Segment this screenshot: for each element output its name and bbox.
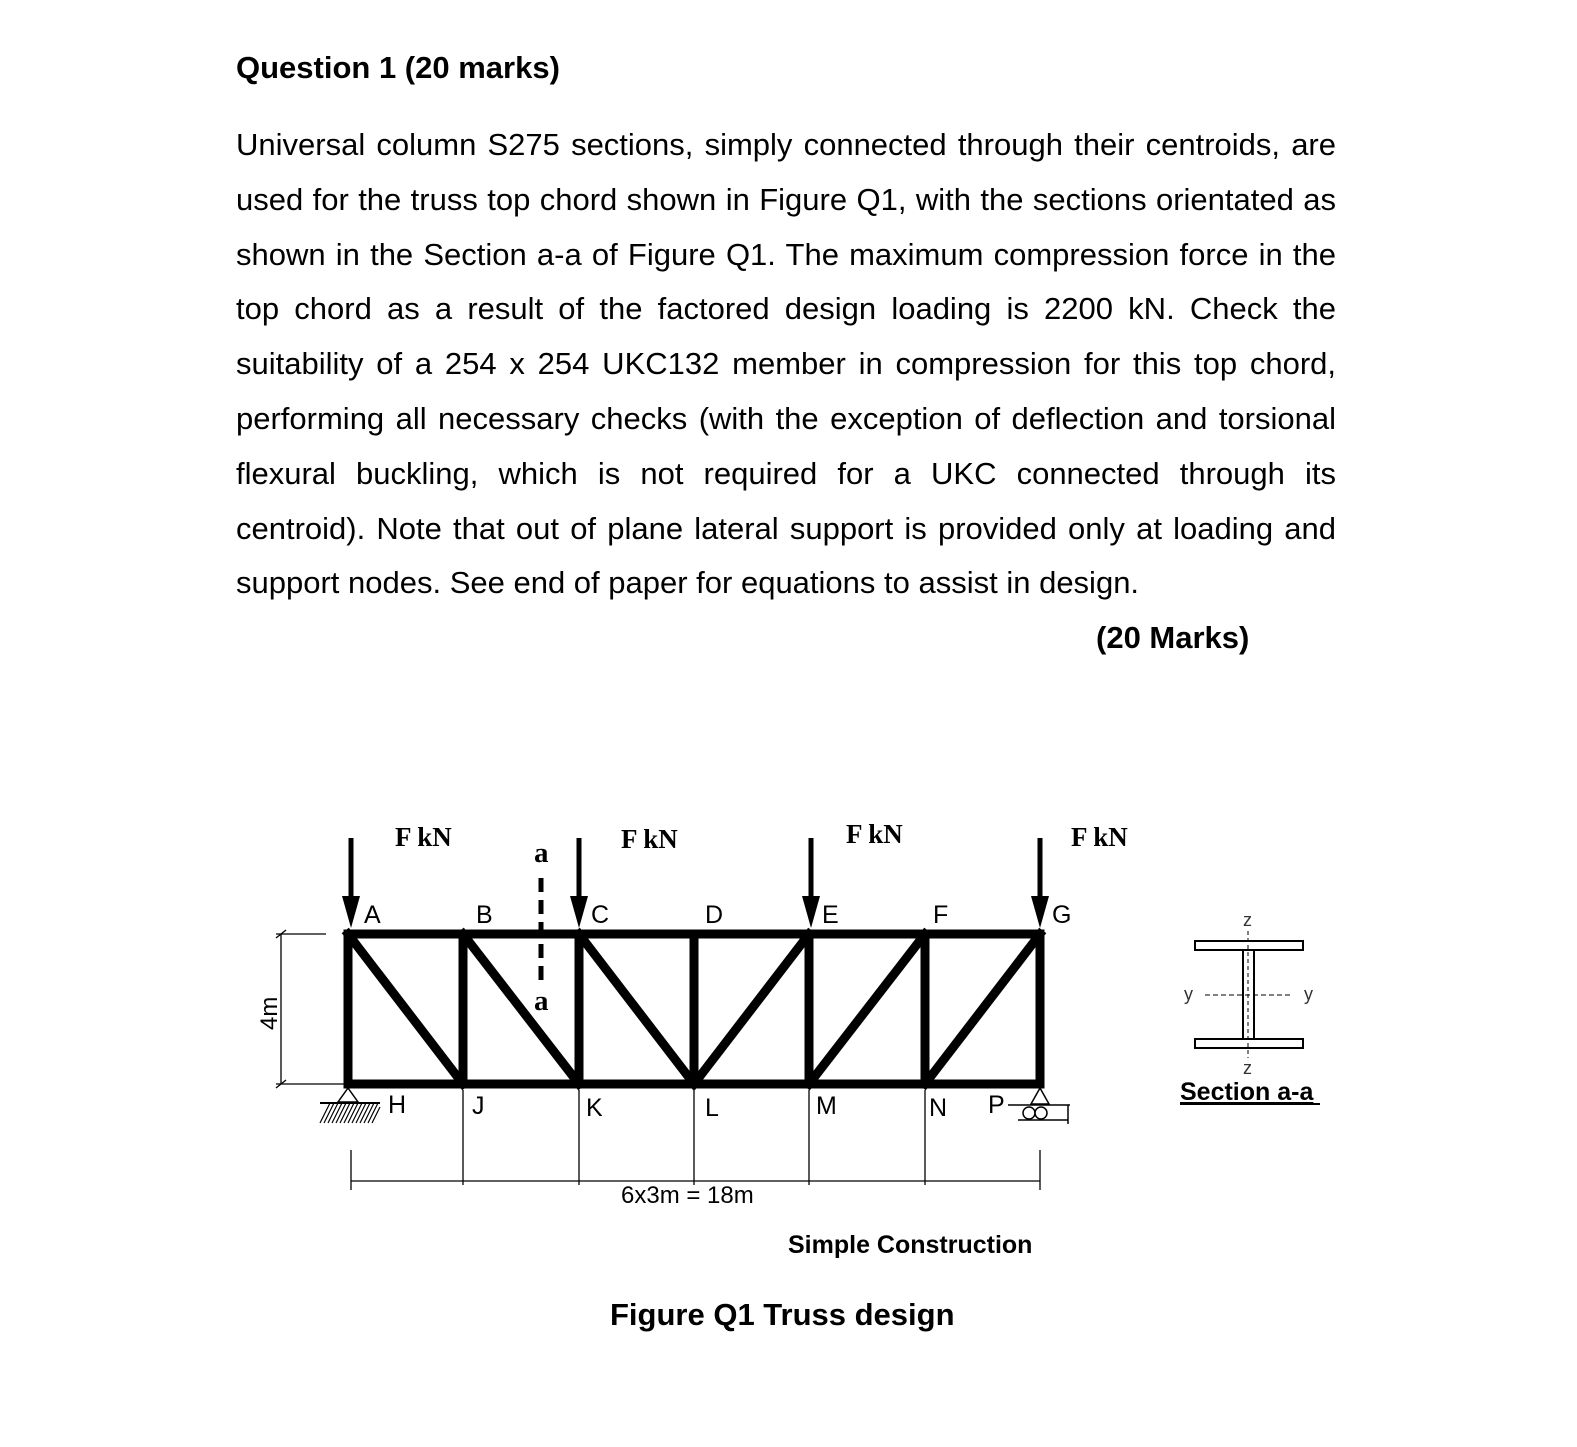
load-label-1: F kN [395, 822, 452, 852]
node-M: M [816, 1092, 837, 1120]
node-K: K [586, 1094, 603, 1122]
load-labels [395, 819, 1128, 854]
bottom-node-labels [388, 1091, 1005, 1122]
diagonal-F-M [809, 934, 925, 1084]
diagonal-G-N [925, 934, 1040, 1084]
pin-support [320, 1088, 380, 1123]
load-label-4: F kN [1071, 822, 1128, 852]
node-F: F [933, 901, 949, 929]
load-arrow-E [802, 838, 820, 928]
section-mark-top: a [534, 837, 549, 869]
load-arrow-G [1031, 838, 1049, 928]
axis-y-right: y [1304, 984, 1313, 1004]
bottom-flange [1195, 1039, 1303, 1048]
node-J: J [472, 1092, 485, 1120]
load-label-2: F kN [621, 824, 678, 854]
node-D: D [705, 901, 724, 929]
load-label-3: F kN [846, 819, 903, 849]
section-title: Section a-a [1180, 1078, 1314, 1106]
question-paragraph: Universal column S275 sections, simply connected through their centroids, are used for the truss top chord shown in Figure Q1, with the sections orientated as shown in the Section a-a of Figure Q1. The maximum compression force in the top chord as a result of the factored design loading is 2200 kN. Check the suitability of a 254 x 254 UKC132 member in compression for this top chord, performing all necessary checks (with the exception of deflection and torsional flexural buckling, which is not required for a UKC connected through its centroid). Note that out of plane lateral support is provided only at loading and support nodes. See end of paper for equations to assist in design. [236, 127, 1336, 601]
figure-caption: Figure Q1 Truss design [610, 1297, 955, 1332]
diagonal-E-L [694, 934, 809, 1084]
node-B: B [476, 901, 493, 929]
top-flange [1195, 941, 1303, 950]
roller-support [1008, 1088, 1070, 1124]
i-section-drawing [1195, 931, 1303, 1058]
node-E: E [822, 901, 839, 929]
node-L: L [705, 1094, 719, 1122]
top-node-labels [364, 901, 1071, 929]
diagonal-A-J [348, 934, 463, 1084]
diagonal-B-K [463, 934, 579, 1084]
construction-note: Simple Construction [788, 1231, 1033, 1259]
section-cut [534, 837, 549, 1017]
node-H: H [388, 1091, 407, 1119]
node-N: N [929, 1094, 948, 1122]
span-dim-label: 6x3m = 18m [621, 1182, 754, 1209]
height-dim-label: 4m [256, 996, 283, 1030]
axis-y-left: y [1184, 984, 1193, 1004]
axis-z-bottom: z [1243, 1058, 1252, 1078]
section-mark-bottom: a [534, 985, 549, 1017]
diagonal-C-L [579, 934, 694, 1084]
axis-z-top: z [1243, 910, 1252, 930]
node-G: G [1052, 901, 1072, 929]
node-P: P [988, 1091, 1005, 1119]
height-dimension [276, 930, 345, 1088]
load-arrow-A [342, 838, 360, 928]
load-arrow-C [570, 838, 588, 928]
question-heading: Question 1 (20 marks) [236, 50, 560, 85]
node-A: A [364, 901, 381, 929]
marks-label: (20 Marks) [1096, 620, 1250, 655]
truss-members [348, 934, 1040, 1084]
node-C: C [591, 901, 610, 929]
